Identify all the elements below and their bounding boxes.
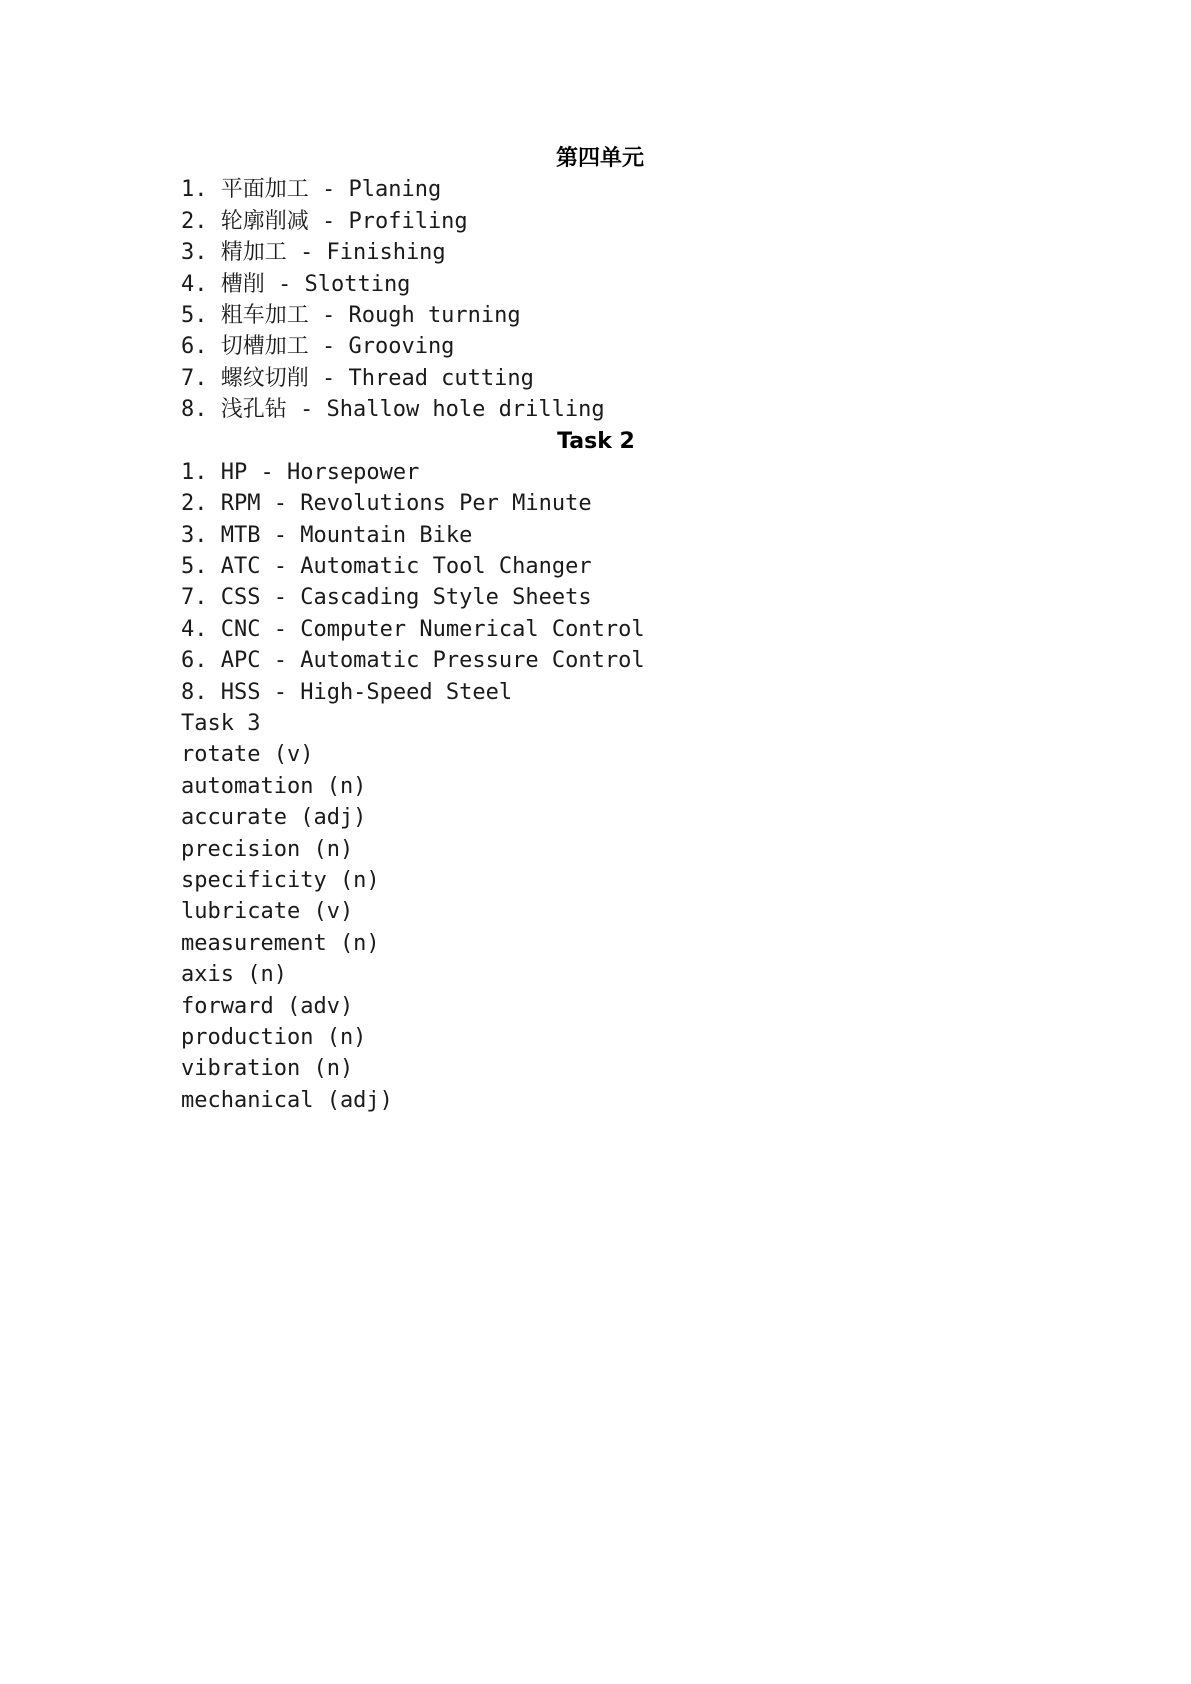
task3-item: accurate (adj) — [181, 805, 367, 831]
task2-item: 2. RPM - Revolutions Per Minute — [181, 491, 592, 517]
task3-item: rotate (v) — [181, 742, 314, 768]
task2-title: Task 2 — [557, 428, 635, 454]
task3-item: mechanical (adj) — [181, 1087, 393, 1113]
task1-item: 5. 粗车加工 - Rough turning — [181, 302, 521, 328]
task1-item: 6. 切槽加工 - Grooving — [181, 334, 455, 360]
task2-item: 8. HSS - High-Speed Steel — [181, 679, 513, 705]
task3-item: production (n) — [181, 1024, 367, 1050]
task3-item: axis (n) — [181, 962, 287, 988]
document-content — [181, 143, 1011, 1116]
task3-item: forward (adv) — [181, 993, 354, 1019]
task1-item: 3. 精加工 - Finishing — [181, 240, 446, 266]
task1-item: 1. 平面加工 - Planing — [181, 177, 442, 203]
unit-title: 第四单元 — [555, 146, 644, 171]
task2-item: 3. MTB - Mountain Bike — [181, 522, 473, 548]
task1-item: 8. 浅孔钻 - Shallow hole drilling — [181, 397, 605, 423]
task2-item: 1. HP - Horsepower — [181, 459, 420, 485]
task2-list — [181, 457, 1011, 708]
task1-list — [181, 174, 1011, 425]
task3-item: automation (n) — [181, 773, 367, 799]
task1-item: 7. 螺纹切削 - Thread cutting — [181, 365, 534, 391]
task1-item: 4. 槽削 - Slotting — [181, 271, 411, 297]
task2-item: 4. CNC - Computer Numerical Control — [181, 616, 645, 642]
task2-item: 5. ATC - Automatic Tool Changer — [181, 554, 592, 580]
task3-item: measurement (n) — [181, 930, 380, 956]
task3-item: lubricate (v) — [181, 899, 354, 925]
task3-title: Task 3 — [181, 711, 261, 737]
task3-list — [181, 739, 1011, 1116]
task3-item: specificity (n) — [181, 867, 380, 893]
task3-item: precision (n) — [181, 836, 354, 862]
task2-item: 6. APC - Automatic Pressure Control — [181, 648, 645, 674]
task3-item: vibration (n) — [181, 1056, 354, 1082]
task1-item: 2. 轮廓削减 - Profiling — [181, 208, 468, 234]
task2-item: 7. CSS - Cascading Style Sheets — [181, 585, 592, 611]
